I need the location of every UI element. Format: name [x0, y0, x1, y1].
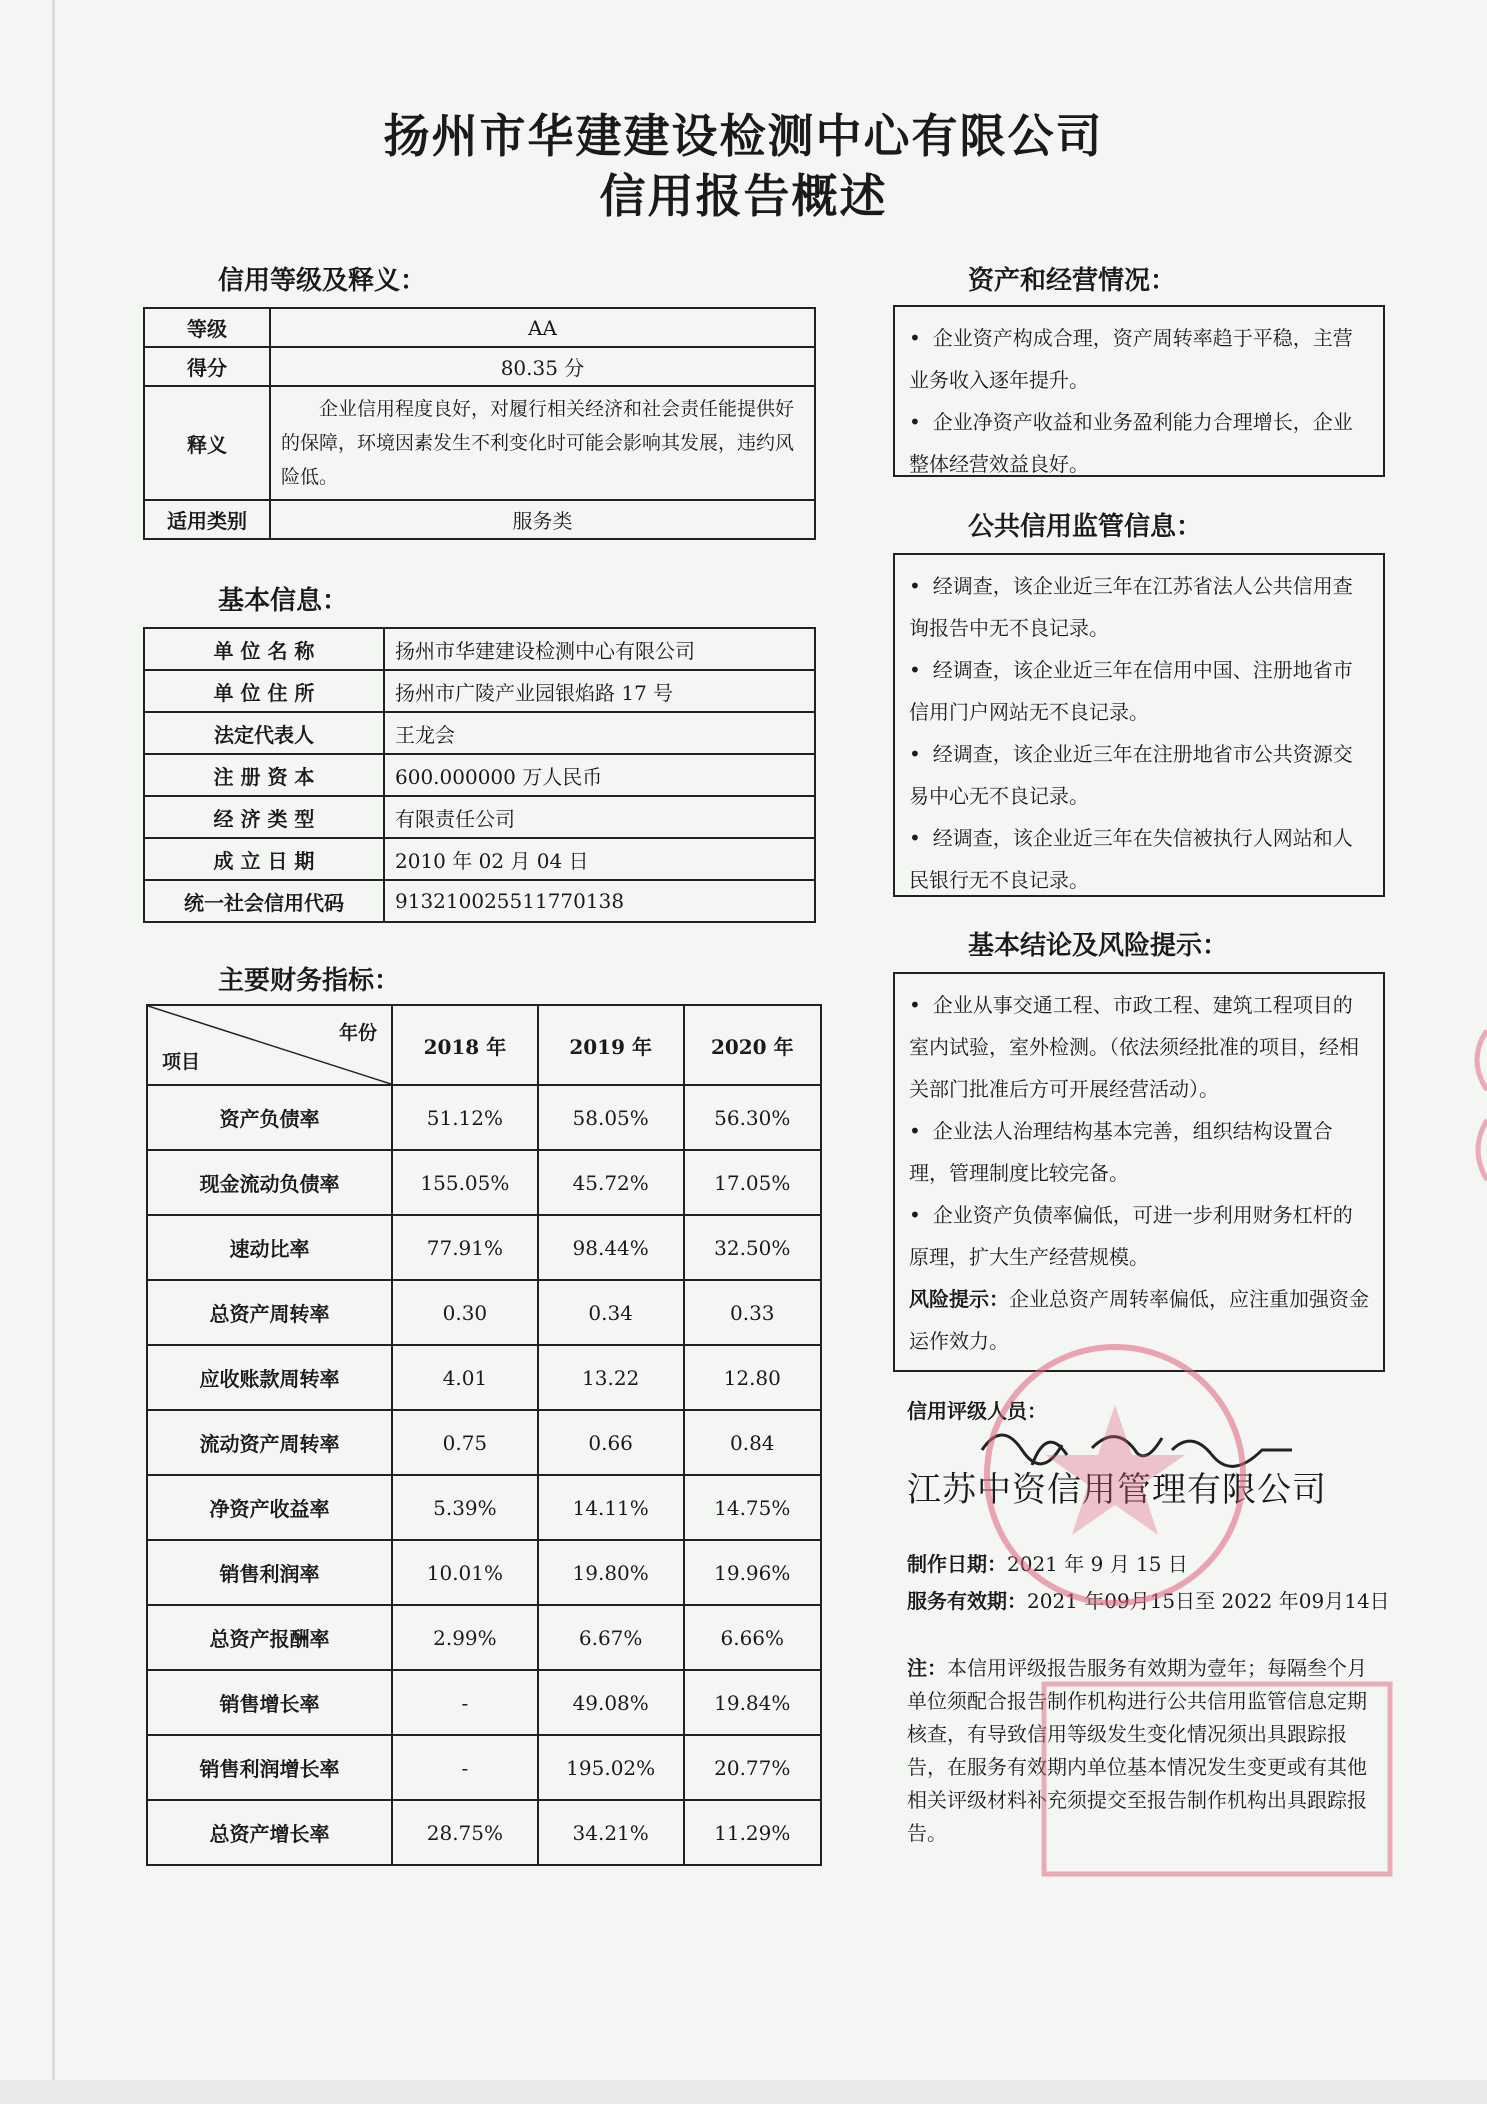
finance-metric-value: 0.34 [538, 1280, 684, 1345]
conclusion-item [909, 1194, 1369, 1278]
finance-metric-value: 34.21% [538, 1800, 684, 1865]
credit-row [144, 500, 815, 539]
report-note [907, 1652, 1367, 1850]
finance-metric-name: 资产负债率 [147, 1085, 392, 1150]
finance-metric-value: 4.01 [392, 1345, 538, 1410]
finance-metric-value: 5.39% [392, 1475, 538, 1540]
finance-corner-cell [147, 1005, 392, 1085]
basic-row [144, 628, 815, 670]
basic-value: 600.000000 万人民币 [384, 754, 815, 796]
bullet-icon: • [909, 993, 921, 1017]
finance-table [146, 1004, 822, 1866]
supervision-item-text: 经调查，该企业近三年在信用中国、注册地省市信用门户网站无不良记录。 [909, 658, 1353, 724]
basic-label: 注 册 资 本 [144, 754, 384, 796]
finance-metric-name: 现金流动负债率 [147, 1150, 392, 1215]
assets-item [909, 401, 1369, 485]
finance-heading: 主要财务指标： [218, 966, 401, 996]
finance-metric-value: 13.22 [538, 1345, 684, 1410]
finance-metric-value: 0.84 [684, 1410, 821, 1475]
production-date-label: 制作日期： [907, 1552, 1007, 1576]
production-date-value: 2021 年 9 月 15 日 [1007, 1552, 1188, 1576]
basic-row [144, 670, 815, 712]
report-title-subtitle: 信用报告概述 [599, 169, 888, 223]
credit-label: 得分 [144, 347, 270, 386]
bullet-icon: • [909, 574, 921, 598]
finance-metric-value: 6.67% [538, 1605, 684, 1670]
credit-score: 80.35 分 [270, 347, 815, 386]
basic-row [144, 880, 815, 922]
finance-metric-value: 195.02% [538, 1735, 684, 1800]
finance-metric-value: 49.08% [538, 1670, 684, 1735]
finance-row [147, 1085, 821, 1150]
finance-row [147, 1150, 821, 1215]
risk-label: 风险提示： [909, 1287, 1009, 1311]
finance-year-header: 2019 年 [538, 1005, 684, 1085]
supervision-item [909, 565, 1369, 649]
bullet-icon: • [909, 742, 921, 766]
finance-row [147, 1345, 821, 1410]
report-title-company: 扬州市华建建设检测中心有限公司 [383, 109, 1104, 163]
credit-row [144, 308, 815, 347]
basic-label: 经 济 类 型 [144, 796, 384, 838]
basic-row [144, 754, 815, 796]
service-validity [907, 1585, 1390, 1614]
production-date [907, 1548, 1188, 1577]
basic-value: 有限责任公司 [384, 796, 815, 838]
finance-metric-value: 19.84% [684, 1670, 821, 1735]
bullet-icon: • [909, 410, 921, 434]
finance-body [147, 1085, 821, 1865]
conclusion-box [893, 972, 1385, 1372]
finance-metric-value: 51.12% [392, 1085, 538, 1150]
credit-row [144, 386, 815, 500]
conclusion-item [909, 984, 1369, 1110]
finance-metric-value: 58.05% [538, 1085, 684, 1150]
credit-label: 释义 [144, 386, 270, 500]
scan-edge [52, 0, 55, 2104]
supervision-item-text: 经调查，该企业近三年在注册地省市公共资源交易中心无不良记录。 [909, 742, 1353, 808]
note-label: 注： [907, 1656, 947, 1680]
finance-metric-name: 销售利润增长率 [147, 1735, 392, 1800]
finance-metric-value: 20.77% [684, 1735, 821, 1800]
assets-box [893, 305, 1385, 477]
finance-metric-value: 98.44% [538, 1215, 684, 1280]
basic-label: 成 立 日 期 [144, 838, 384, 880]
bullet-icon: • [909, 826, 921, 850]
assets-heading: 资产和经营情况： [968, 266, 1177, 296]
finance-metric-name: 净资产收益率 [147, 1475, 392, 1540]
rating-company-name: 江苏中资信用管理有限公司 [907, 1470, 1327, 1510]
finance-row [147, 1540, 821, 1605]
credit-row [144, 347, 815, 386]
assets-item-text: 企业净资产收益和业务盈利能力合理增长，企业整体经营效益良好。 [909, 410, 1353, 476]
supervision-heading: 公共信用监管信息： [968, 512, 1203, 542]
assets-item [909, 317, 1369, 401]
conclusion-item [909, 1110, 1369, 1194]
finance-metric-name: 总资产周转率 [147, 1280, 392, 1345]
service-validity-value: 2021 年09月15日至 2022 年09月14日 [1027, 1589, 1390, 1613]
credit-label: 适用类别 [144, 500, 270, 539]
finance-metric-value: 0.30 [392, 1280, 538, 1345]
finance-row [147, 1605, 821, 1670]
finance-metric-name: 总资产报酬率 [147, 1605, 392, 1670]
finance-metric-value: 77.91% [392, 1215, 538, 1280]
finance-row [147, 1215, 821, 1280]
finance-metric-value: 12.80 [684, 1345, 821, 1410]
finance-metric-value: - [392, 1670, 538, 1735]
basic-value: 913210025511770138 [384, 880, 815, 922]
bullet-icon: • [909, 1203, 921, 1227]
finance-metric-value: 6.66% [684, 1605, 821, 1670]
basic-heading: 基本信息： [218, 586, 349, 616]
supervision-item [909, 733, 1369, 817]
conclusion-item-text: 企业从事交通工程、市政工程、建筑工程项目的室内试验，室外检测。（依法须经批准的项目，经相关部门批准后方可开展经营活动）。 [909, 993, 1359, 1101]
finance-metric-value: 19.80% [538, 1540, 684, 1605]
basic-row [144, 712, 815, 754]
finance-metric-value: 155.05% [392, 1150, 538, 1215]
finance-metric-value: 2.99% [392, 1605, 538, 1670]
bullet-icon: • [909, 326, 921, 350]
finance-metric-value: 28.75% [392, 1800, 538, 1865]
assets-item-text: 企业资产构成合理，资产周转率趋于平稳，主营业务收入逐年提升。 [909, 326, 1353, 392]
finance-metric-value: 19.96% [684, 1540, 821, 1605]
finance-metric-value: 11.29% [684, 1800, 821, 1865]
basic-value: 扬州市广陵产业园银焰路 17 号 [384, 670, 815, 712]
rating-staff-label: 信用评级人员： [907, 1399, 1047, 1423]
basic-row [144, 838, 815, 880]
basic-info-table [143, 627, 816, 923]
risk-text: 企业总资产周转率偏低，应注重加强资金运作效力。 [909, 1287, 1369, 1353]
service-validity-label: 服务有效期： [907, 1589, 1027, 1613]
credit-category: 服务类 [270, 500, 815, 539]
finance-metric-name: 销售利润率 [147, 1540, 392, 1605]
basic-label: 法定代表人 [144, 712, 384, 754]
basic-value: 2010 年 02 月 04 日 [384, 838, 815, 880]
finance-metric-name: 总资产增长率 [147, 1800, 392, 1865]
finance-metric-value: 14.11% [538, 1475, 684, 1540]
finance-metric-value: 17.05% [684, 1150, 821, 1215]
scan-bottom-band [0, 2080, 1487, 2104]
credit-definition: 企业信用程度良好，对履行相关经济和社会责任能提供好的保障，环境因素发生不利变化时可能会影响其发展，违约风险低。 [270, 386, 815, 500]
finance-metric-value: 0.75 [392, 1410, 538, 1475]
finance-metric-value: 10.01% [392, 1540, 538, 1605]
credit-label: 等级 [144, 308, 270, 347]
supervision-item [909, 649, 1369, 733]
edge-seal-fragment-icon [1465, 1030, 1487, 1190]
basic-row [144, 796, 815, 838]
supervision-item-text: 经调查，该企业近三年在失信被执行人网站和人民银行无不良记录。 [909, 826, 1353, 892]
finance-metric-value: - [392, 1735, 538, 1800]
supervision-item-text: 经调查，该企业近三年在江苏省法人公共信用查询报告中无不良记录。 [909, 574, 1353, 640]
supervision-box [893, 553, 1385, 897]
credit-grade: AA [270, 308, 815, 347]
finance-metric-value: 0.66 [538, 1410, 684, 1475]
risk-note [909, 1278, 1369, 1362]
finance-metric-value: 45.72% [538, 1150, 684, 1215]
bullet-icon: • [909, 658, 921, 682]
finance-metric-value: 14.75% [684, 1475, 821, 1540]
finance-year-header: 2020 年 [684, 1005, 821, 1085]
bullet-icon: • [909, 1119, 921, 1143]
basic-label: 单 位 名 称 [144, 628, 384, 670]
finance-metric-name: 销售增长率 [147, 1670, 392, 1735]
basic-label: 单 位 住 所 [144, 670, 384, 712]
finance-corner-item: 项目 [162, 1051, 201, 1073]
supervision-item [909, 817, 1369, 901]
finance-row [147, 1670, 821, 1735]
credit-table [143, 307, 816, 540]
finance-row [147, 1800, 821, 1865]
finance-metric-name: 速动比率 [147, 1215, 392, 1280]
finance-corner-year: 年份 [338, 1022, 377, 1044]
finance-row [147, 1280, 821, 1345]
finance-row [147, 1735, 821, 1800]
finance-row [147, 1475, 821, 1540]
note-text: 本信用评级报告服务有效期为壹年；每隔叁个月单位须配合报告制作机构进行公共信用监管信息定期核查，有导致信用等级发生变化情况须出具跟踪报告，在服务有效期内单位基本情况发生变更或有其他相关评级材料补充须提交至报告制作机构出具跟踪报告。 [907, 1656, 1367, 1845]
basic-value: 王龙会 [384, 712, 815, 754]
conclusion-item-text: 企业资产负债率偏低，可进一步利用财务杠杆的原理，扩大生产经营规模。 [909, 1203, 1353, 1269]
finance-metric-name: 应收账款周转率 [147, 1345, 392, 1410]
conclusion-item-text: 企业法人治理结构基本完善，组织结构设置合理，管理制度比较完备。 [909, 1119, 1333, 1185]
conclusion-heading: 基本结论及风险提示： [968, 931, 1229, 961]
finance-row [147, 1410, 821, 1475]
credit-heading: 信用等级及释义： [218, 266, 427, 296]
finance-metric-value: 0.33 [684, 1280, 821, 1345]
finance-header-row [147, 1005, 821, 1085]
basic-label: 统一社会信用代码 [144, 880, 384, 922]
finance-metric-value: 56.30% [684, 1085, 821, 1150]
finance-year-header: 2018 年 [392, 1005, 538, 1085]
finance-metric-name: 流动资产周转率 [147, 1410, 392, 1475]
finance-metric-value: 32.50% [684, 1215, 821, 1280]
basic-value: 扬州市华建建设检测中心有限公司 [384, 628, 815, 670]
